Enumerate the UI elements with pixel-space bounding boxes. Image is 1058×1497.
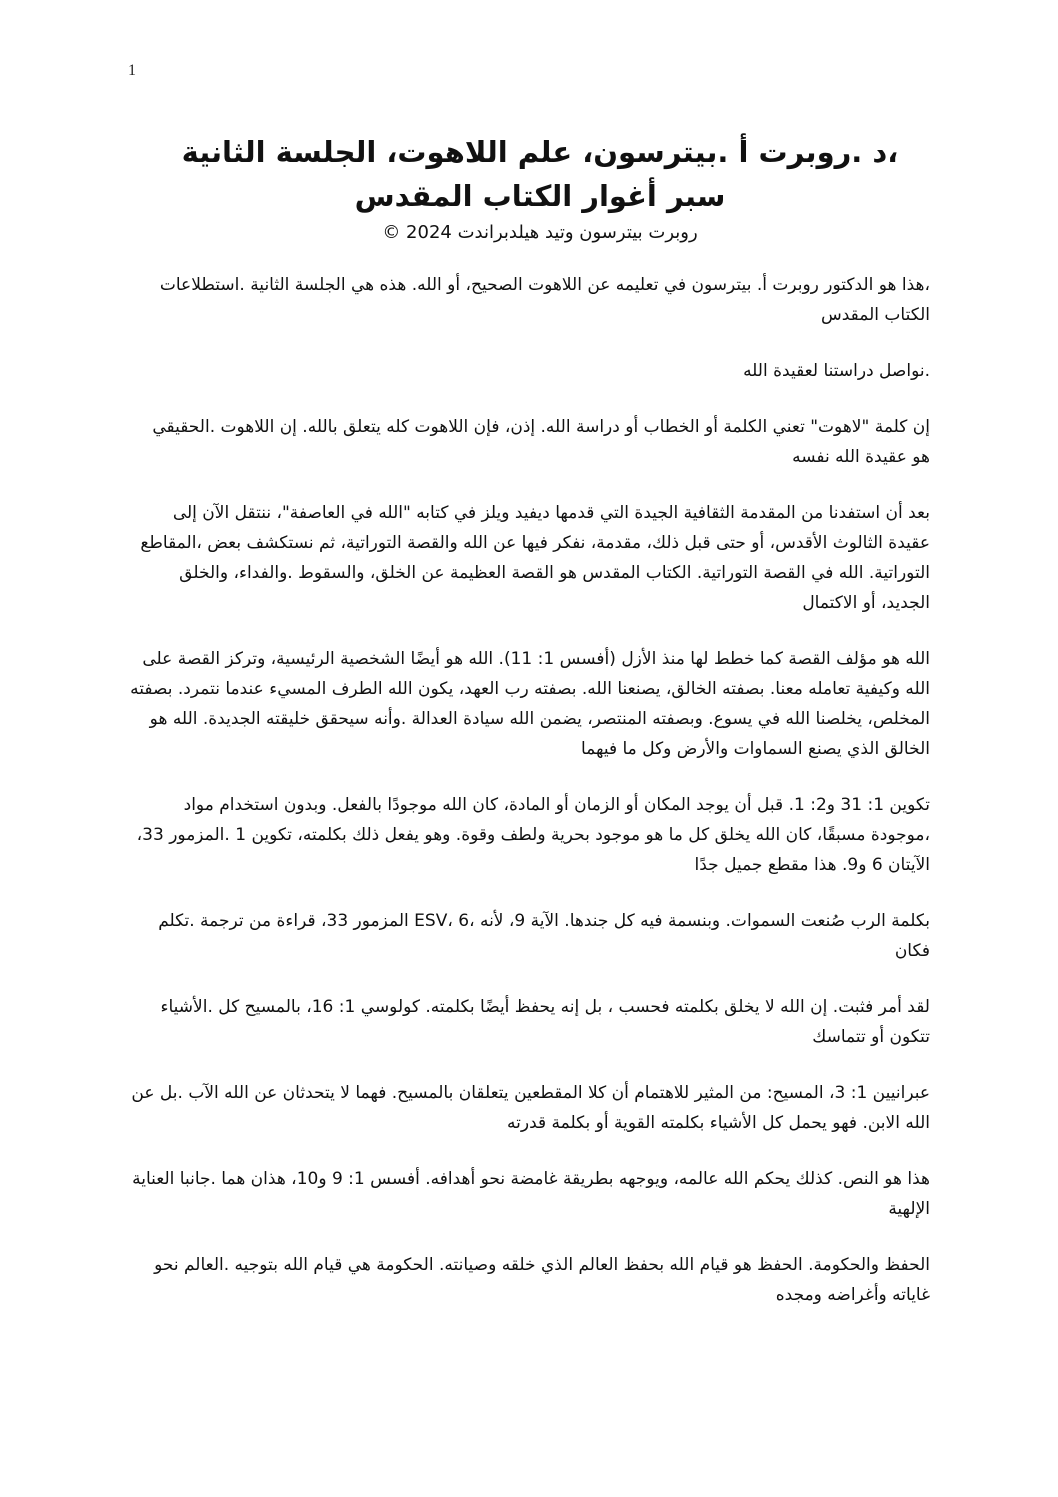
paragraph-10: هذا هو النص. كذلك يحكم الله عالمه، ويوجهه بطريقة غامضة نحو أهدافه. أفسس 1: 9 و10، هذان هما .جانبا العناية الإلهية [132, 1169, 930, 1219]
document-title: ،د .روبرت أ .بيترسون، علم اللاهوت، الجلسة الثانية [181, 135, 899, 169]
paragraph-2: .نواصل دراستنا لعقيدة الله [743, 361, 930, 381]
title-block [150, 130, 930, 248]
copyright-line: روبرت بيترسون وتيد هيلدبراندت 2024 © [382, 222, 698, 243]
paragraph-5: الله هو مؤلف القصة كما خطط لها منذ الأزل (أفسس 1: 11). الله هو أيضًا الشخصية الرئيسية، وتركز القصة على الله وكيفية تعامله معنا. بصفته الخالق، يصنعنا الله. بصفته رب العهد، يكون الله الطرف المسيء عندما نتمرد. بصفته المخلص، يخلصنا الله في يسوع. وبصفته المنتصر، يضمن الله سيادة العدالة .وأنه سيحقق خليقته الجديدة. الله هو الخالق الذي يصنع السماوات والأرض وكل ما فيهما [130, 649, 930, 759]
paragraph-9: عبرانيين 1: 3، المسيح: من المثير للاهتمام أن كلا المقطعين يتعلقان بالمسيح. فهما لا يتحدثان عن الله الآب .بل عن الله الابن. فهو يحمل كل الأشياء بكلمته القوية أو بكلمة قدرته [131, 1083, 930, 1133]
paragraph-1: ،هذا هو الدكتور روبرت أ. بيترسون في تعليمه عن اللاهوت الصحيح، أو الله. هذه هي الجلسة الثانية .استطلاعات الكتاب المقدس [159, 275, 930, 325]
paragraph-11: الحفظ والحكومة. الحفظ هو قيام الله بحفظ العالم الذي خلقه وصيانته. الحكومة هي قيام الله بتوجيه .العالم نحو غاياته وأغراضه ومجده [154, 1255, 930, 1305]
paragraph-6: تكوين 1: 31 و2: 1. قبل أن يوجد المكان أو الزمان أو المادة، كان الله موجودًا بالفعل. وبدون استخدام مواد ،موجودة مسبقًا، كان الله يخلق كل ما هو موجود بحرية ولطف وقوة. وهو يفعل ذلك بكلمته، تكوين 1 .المزمور 33، الآيتان 6 و9. هذا مقطع جميل جدًا [136, 795, 930, 875]
paragraph-8: لقد أمر فثبت. إن الله لا يخلق بكلمته فحسب ، بل إنه يحفظ أيضًا بكلمته. كولوسي 1: 16، بالمسيح كل .الأشياء تتكون أو تتماسك [160, 997, 930, 1047]
paragraph-4: بعد أن استفدنا من المقدمة الثقافية الجيدة التي قدمها ديفيد ويلز في كتابه "الله في العاصفة"، ننتقل الآن إلى عقيدة الثالوث الأقدس، أو حتى قبل ذلك، مقدمة، نفكر فيها عن الله والقصة التوراتية، ثم نستكشف بعض ،المقاطع التوراتية. الله في القصة التوراتية. الكتاب المقدس هو القصة العظيمة عن الخلق، والسقوط .والفداء، والخلق الجديد، أو الاكتمال [140, 503, 930, 613]
document-subtitle: سبر أغوار الكتاب المقدس [354, 179, 726, 213]
paragraph-3: إن كلمة "لاهوت" تعني الكلمة أو الخطاب أو دراسة الله. إذن، فإن اللاهوت كله يتعلق بالله. إن اللاهوت .الحقيقي هو عقيدة الله نفسه [152, 417, 930, 467]
paragraph-7: بكلمة الرب صُنعت السموات. وبنسمة فيه كل جندها. الآية 9، لأنه ،6 ،ESV المزمور 33، قراءة من ترجمة .تكلم فكان [158, 911, 930, 961]
page-number: 1 [128, 62, 136, 79]
document-body [130, 130, 930, 1336]
